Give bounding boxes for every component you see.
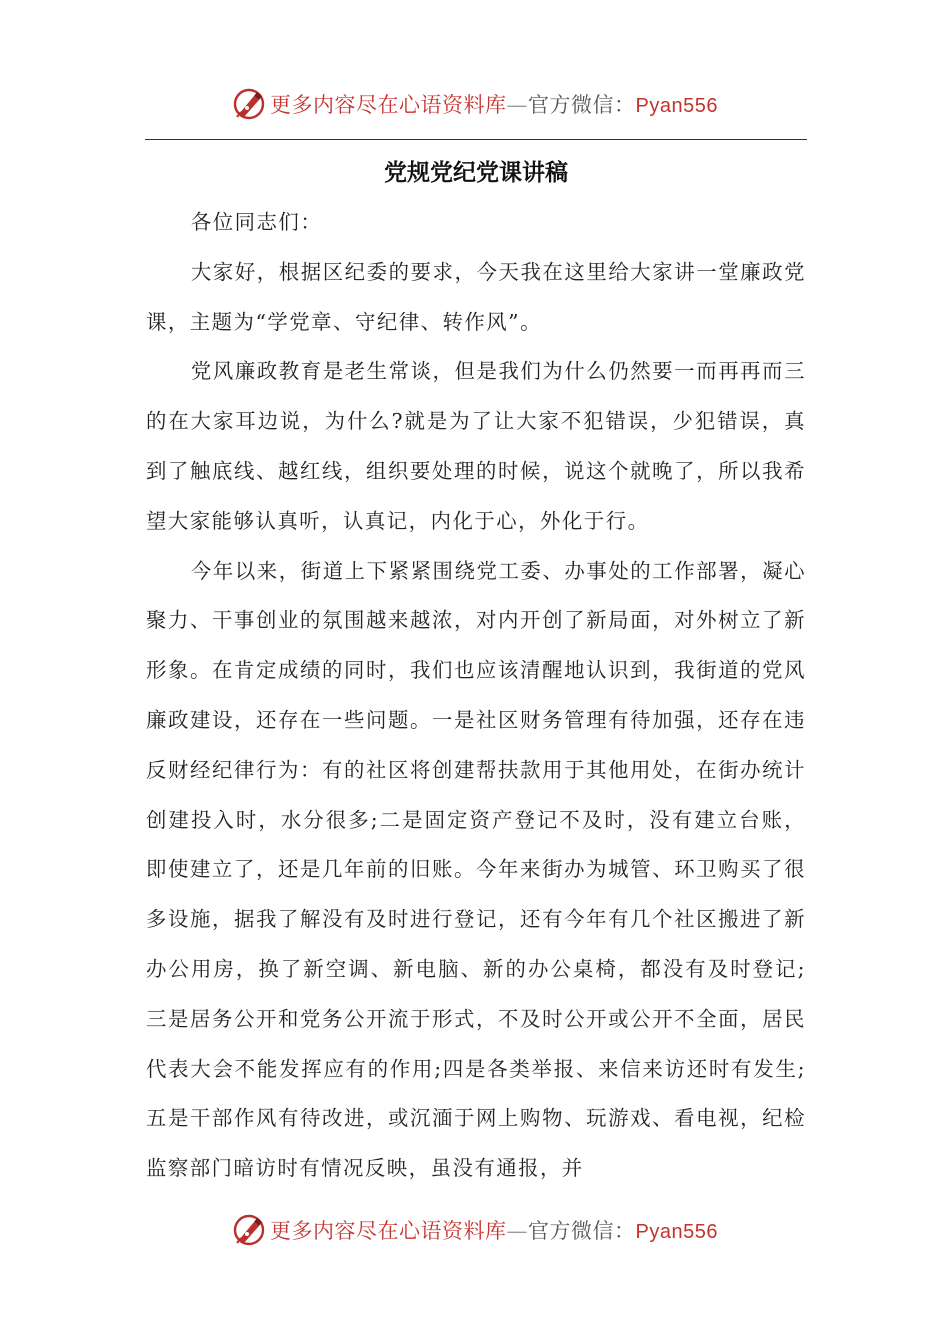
pen-nib-logo-icon	[232, 87, 266, 121]
header-divider	[145, 139, 807, 140]
body-paragraph: 党风廉政教育是老生常谈，但是我们为什么仍然要一而再再而三的在大家耳边说，为什么?就是为了让大家不犯错误，少犯错误，真到了触底线、越红线，组织要处理的时候，说这个就晚了，所以我希望大家能够认真听，认真记，内化于心，外化于行。	[146, 359, 806, 533]
footer-wechat-id: Pyan556	[635, 1221, 718, 1243]
footer-official-label: 官方微信：	[528, 1219, 636, 1243]
header-banner-text	[270, 89, 718, 119]
footer-banner-text	[270, 1215, 718, 1245]
footer-dash: —	[506, 1219, 529, 1243]
footer-banner	[0, 1210, 950, 1250]
footer-brand-text: 更多内容尽在心语资料库	[270, 1219, 507, 1243]
document-body	[146, 198, 806, 1194]
body-paragraph: 大家好，根据区纪委的要求，今天我在这里给大家讲一堂廉政党课，主题为“学党章、守纪律、转作风”。	[146, 259, 806, 334]
body-paragraph: 各位同志们：	[190, 210, 323, 234]
pen-nib-logo-icon	[232, 1213, 266, 1247]
header-banner	[0, 84, 950, 124]
body-paragraph: 今年以来，街道上下紧紧围绕党工委、办事处的工作部署，凝心聚力、干事创业的氛围越来越浓，对内开创了新局面，对外树立了新形象。在肯定成绩的同时，我们也应该清醒地认识到，我街道的党风廉政建设，还存在一些问题。一是社区财务管理有待加强，还存在违反财经纪律行为：有的社区将创建帮扶款用于其他用处，在街办统计创建投入时，水分很多;二是固定资产登记不及时，没有建立台账，即使建立了，还是几年前的旧账。今年来街办为城管、环卫购买了很多设施，据我了解没有及时进行登记，还有今年有几个社区搬进了新办公用房，换了新空调、新电脑、新的办公桌椅，都没有及时登记;三是居务公开和党务公开流于形式，不及时公开或公开不全面，居民代表大会不能发挥应有的作用;四是各类举报、来信来访还时有发生;五是干部作风有待改进，或沉湎于网上购物、玩游戏、看电视，纪检监察部门暗访时有情况反映，虽没有通报，并	[146, 558, 806, 1181]
header-official-label: 官方微信：	[528, 93, 636, 117]
document-title: 党规党纪党课讲稿	[384, 159, 568, 186]
header-wechat-id: Pyan556	[635, 95, 718, 117]
header-dash: —	[506, 93, 529, 117]
header-brand-text: 更多内容尽在心语资料库	[270, 93, 507, 117]
